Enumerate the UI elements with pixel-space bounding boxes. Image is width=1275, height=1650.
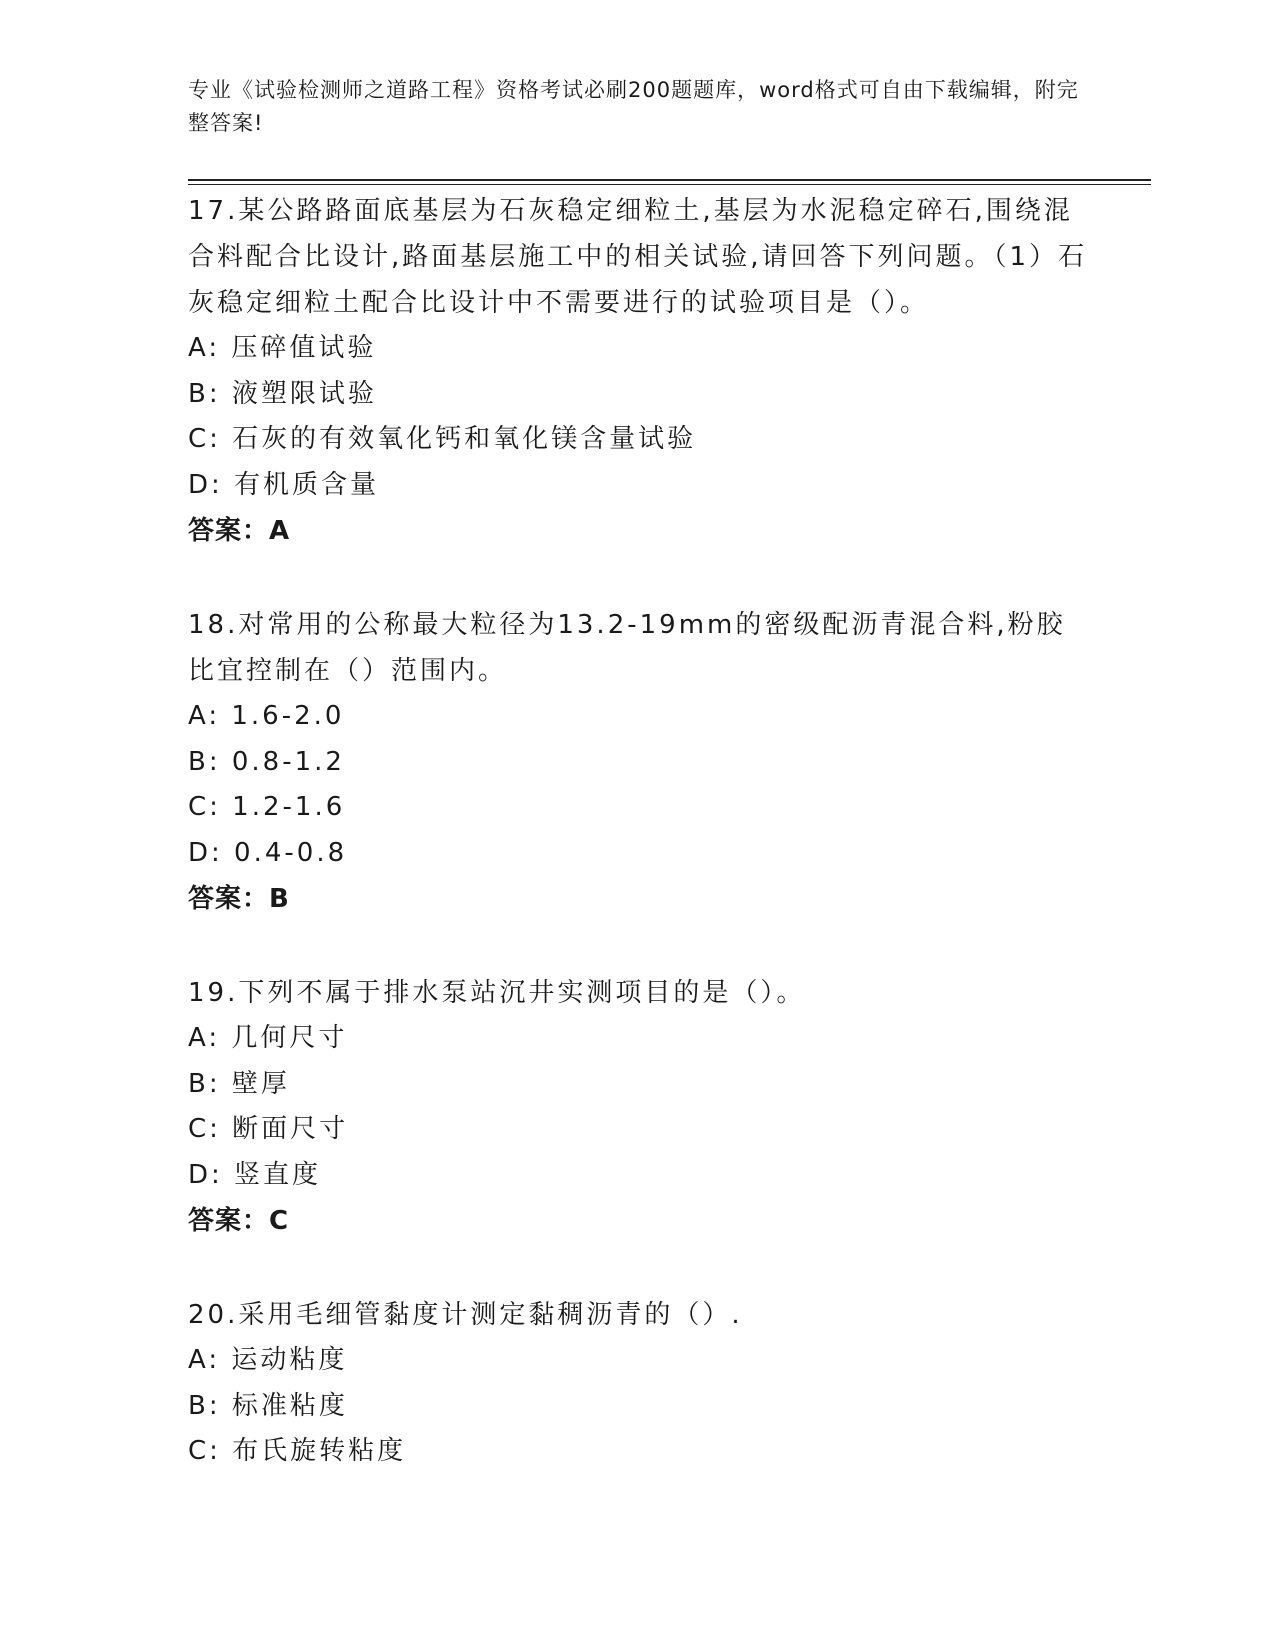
header-rule-thick xyxy=(188,179,1151,181)
question-18 xyxy=(188,602,1088,922)
option-d: D: 0.4-0.8 xyxy=(188,837,348,868)
option-c: C: 石灰的有效氧化钙和氧化镁含量试验 xyxy=(188,424,697,454)
option-a: A: 运动粘度 xyxy=(188,1345,348,1375)
question-list xyxy=(188,188,1088,1523)
option-d: D: 竖直度 xyxy=(188,1159,322,1190)
question-text: 17.某公路路面底基层为石灰稳定细粒土,基层为水泥稳定碎石,围绕混合料配合比设计,路面基层施工中的相关试验,请回答下列问题。（1）石灰稳定细粒土配合比设计中不需要进行的试验项目是（）。 xyxy=(188,196,1088,318)
option-c: C: 断面尺寸 xyxy=(188,1114,349,1144)
option-a: A: 压碎值试验 xyxy=(188,333,377,363)
answer-label: 答案：B xyxy=(188,884,290,914)
question-text: 18.对常用的公称最大粒径为13.2-19mm的密级配沥青混合料,粉胶比宜控制在（）范围内。 xyxy=(188,610,1066,686)
option-b: B: 壁厚 xyxy=(188,1068,290,1099)
option-b: B: 0.8-1.2 xyxy=(188,746,345,777)
answer-label: 答案：C xyxy=(188,1206,290,1236)
question-text: 20.采用毛细管黏度计测定黏稠沥青的（）. xyxy=(188,1300,743,1330)
answer-label: 答案：A xyxy=(188,516,291,546)
option-c: C: 布氏旋转粘度 xyxy=(188,1436,407,1466)
option-b: B: 液塑限试验 xyxy=(188,378,377,409)
option-d: D: 有机质含量 xyxy=(188,469,380,500)
question-17 xyxy=(188,188,1088,554)
question-19 xyxy=(188,970,1088,1244)
document-header: 专业《试验检测师之道路工程》资格考试必刷200题题库，word格式可自由下载编辑，附完整答案! xyxy=(188,78,1079,135)
question-text: 19.下列不属于排水泵站沉井实测项目的是（）。 xyxy=(188,978,806,1008)
header-rule-thin xyxy=(188,184,1151,185)
option-b: B: 标准粘度 xyxy=(188,1390,348,1421)
option-a: A: 几何尺寸 xyxy=(188,1023,348,1053)
option-a: A: 1.6-2.0 xyxy=(188,701,345,731)
question-20 xyxy=(188,1292,1088,1475)
option-c: C: 1.2-1.6 xyxy=(188,792,346,822)
